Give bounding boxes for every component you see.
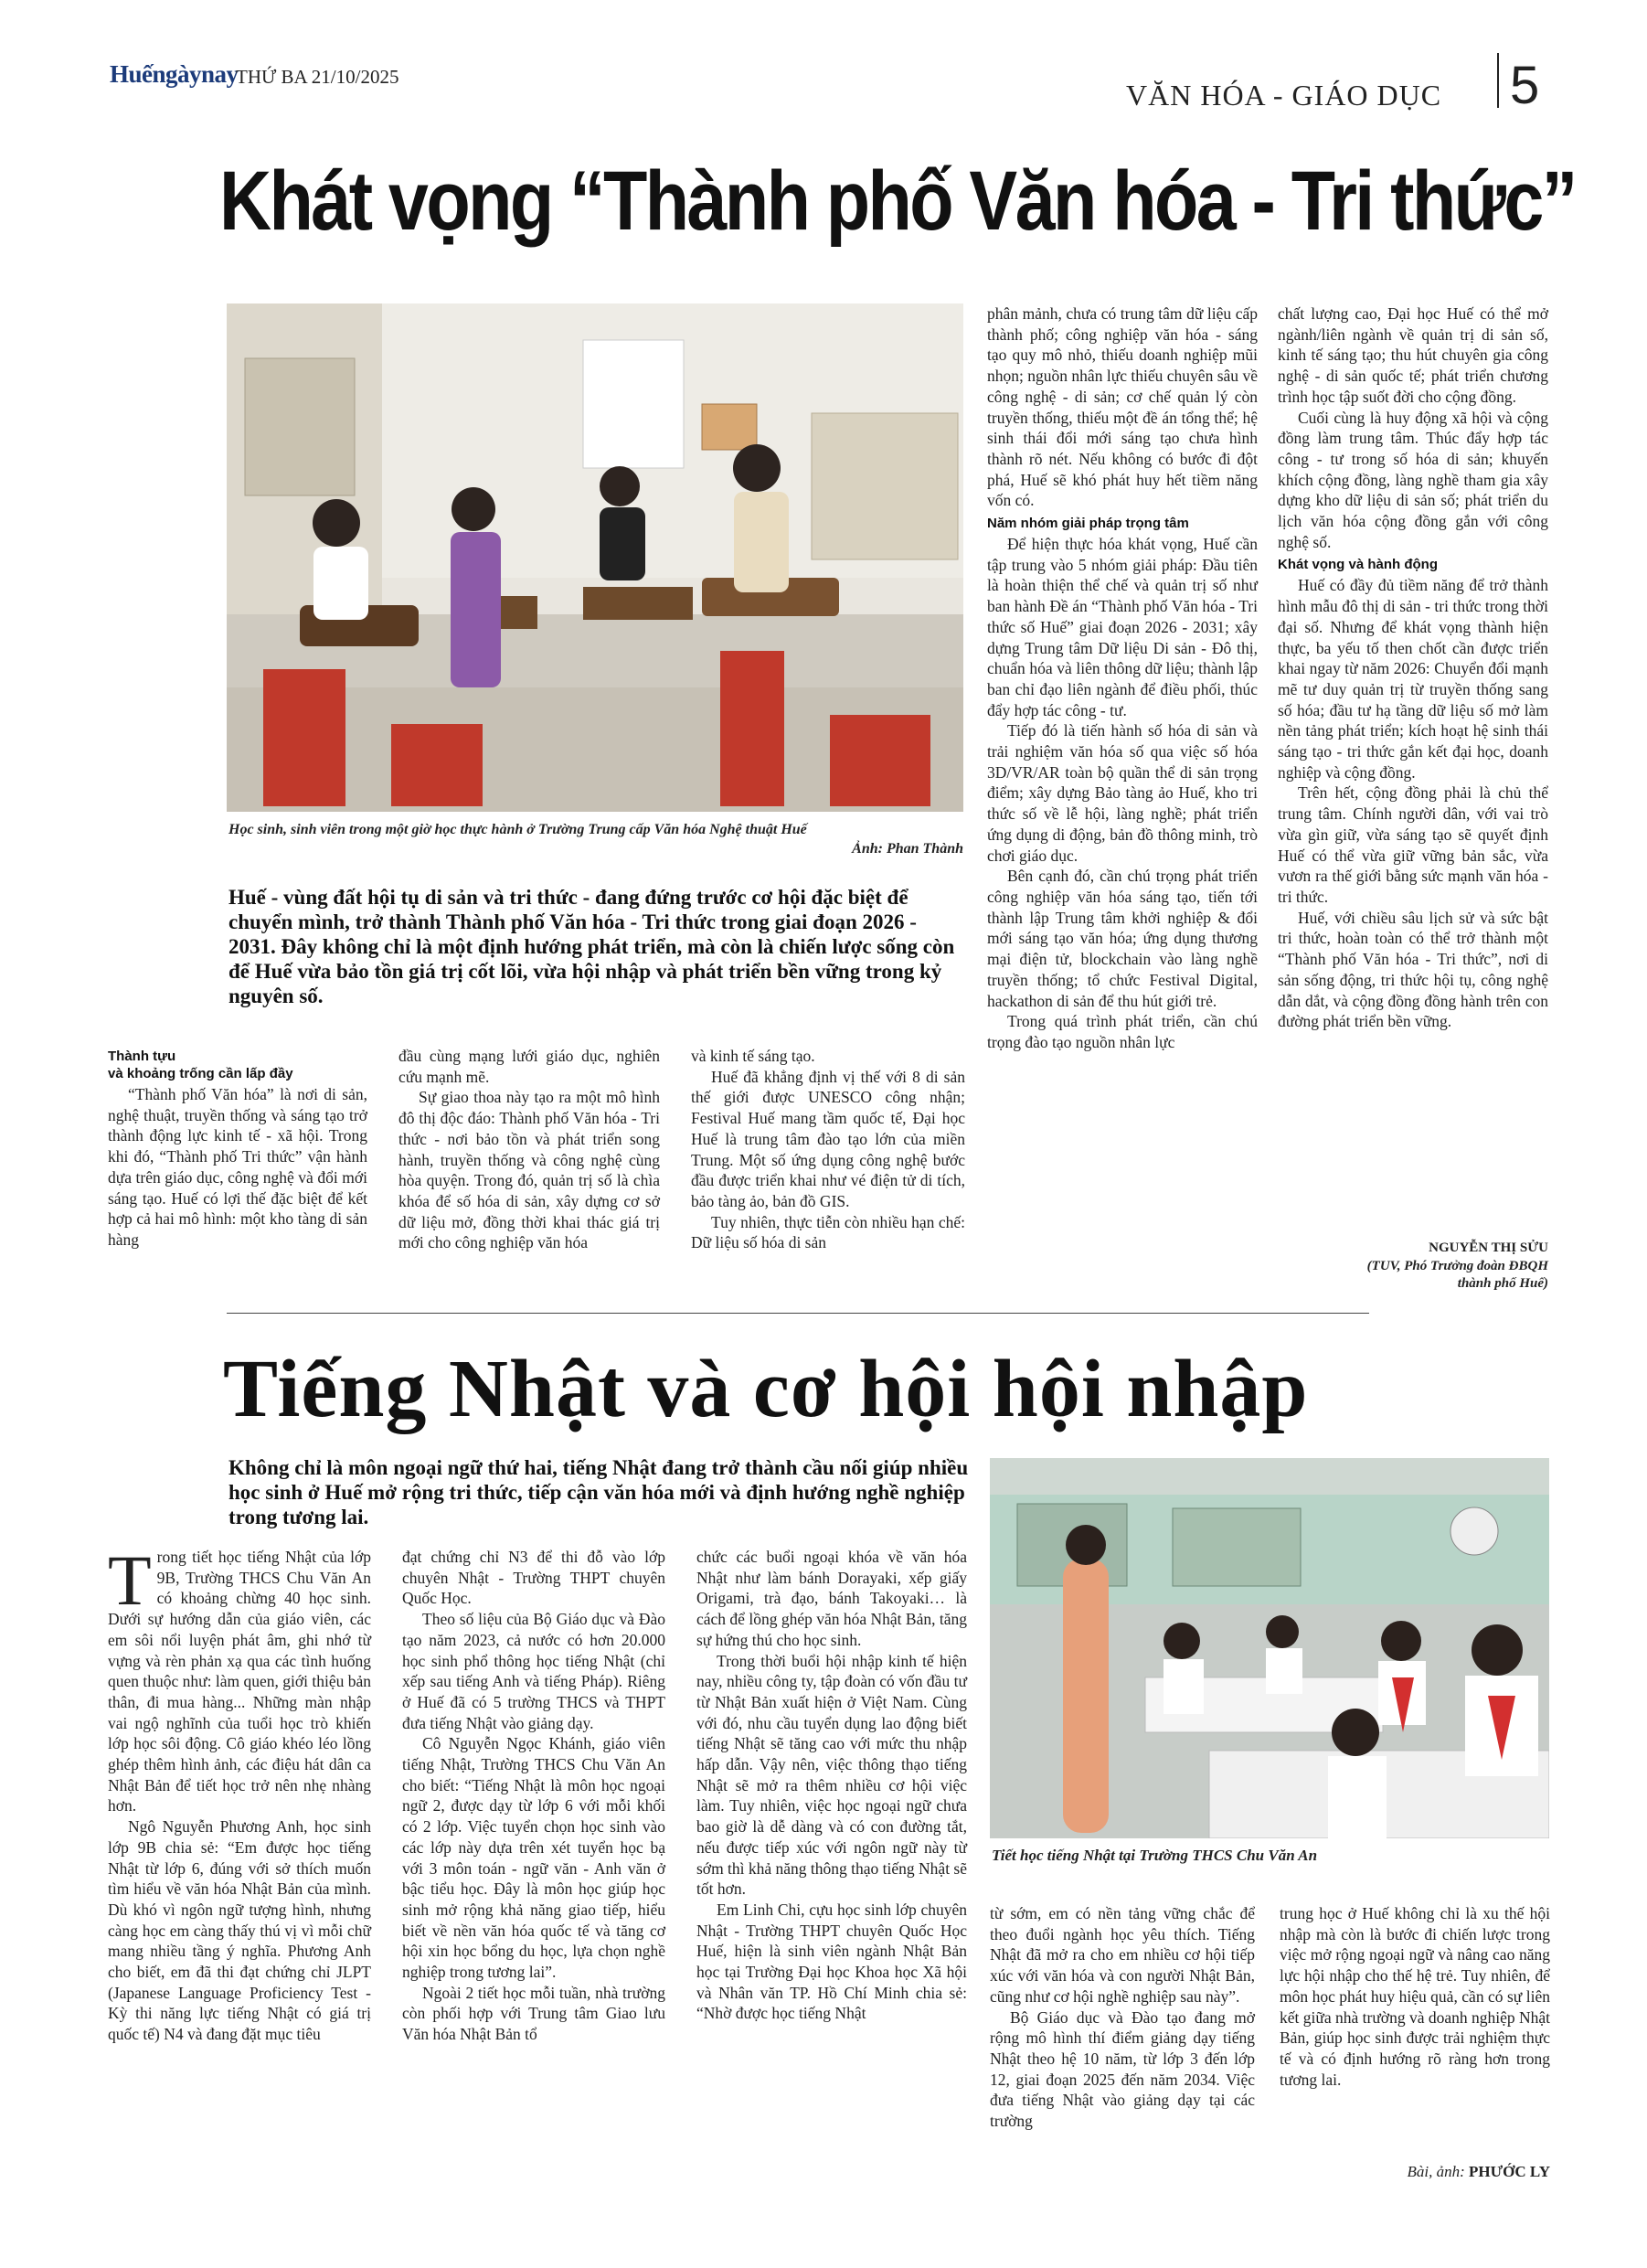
article2-photo-caption: Tiết học tiếng Nhật tại Trường THCS Chu Văn An <box>992 1847 1318 1864</box>
article1-author: NGUYỄN THỊ SỬU <box>1429 1240 1548 1255</box>
article2-column-5 <box>1280 1903 1550 2090</box>
paragraph: Tuy nhiên, thực tiễn còn nhiều hạn chế: Dữ liệu số hóa di sản <box>691 1212 965 1252</box>
credit-label: Bài, ảnh: <box>1407 2163 1465 2180</box>
paragraph: Trên hết, cộng đồng phải là chủ thể trung tâm. Chính người dân, với vai trò vừa gìn giữ, vừa sáng tạo sẽ quyết định Huế có thể vừa giữ vững bản sắc, vừa vươn ra thế giới bằng sức mạnh văn hóa - tri thức. <box>1278 783 1548 906</box>
article1-photo-caption: Học sinh, sinh viên trong một giờ học thực hành ở Trường Trung cấp Văn hóa Nghệ thuật Huế <box>228 822 807 837</box>
paragraph: phân mảnh, chưa có trung tâm dữ liệu cấp thành phố; công nghiệp văn hóa - sáng tạo quy mô nhỏ, thiếu doanh nghiệp mũi nhọn; nguồn nhân lực thiếu chuyên sâu về công nghệ - di sản; cơ chế quản lý còn truyền thống, thiếu một đề án tổng thể; hệ sinh thái đổi mới sáng tạo chưa hình thành rõ nét. Nếu không có bước đi đột phá, Huế sẽ khó phát huy hết tiềm năng vốn có. <box>987 304 1258 510</box>
paragraph: Theo số liệu của Bộ Giáo dục và Đào tạo năm 2023, cả nước có hơn 20.000 học sinh phổ thông học tiếng Nhật (chỉ xếp sau tiếng Anh và tiếng Pháp). Riêng ở Huế đã có 5 trường THCS và THPT đưa tiếng Nhật vào giảng dạy. <box>402 1610 665 1732</box>
paragraph: đạt chứng chỉ N3 để thi đỗ vào lớp chuyên Nhật - Trường THPT chuyên Quốc Học. <box>402 1548 665 1608</box>
article2-photo <box>990 1458 1549 1838</box>
article1-photo <box>227 303 963 812</box>
paragraph: chất lượng cao, Đại học Huế có thể mở ngành/liên ngành về quản trị di sản số, kinh tế sáng tạo; thu hút chuyên gia công nghệ - di sản quốc tế; phát triển chương trình học tập suốt đời cho cộng đồng. <box>1278 304 1548 406</box>
article1-column-4 <box>987 303 1258 1053</box>
paragraph: Huế, với chiều sâu lịch sử và sức bật tri thức, hoàn toàn có thể trở thành một “Thành phố Văn hóa - Tri thức”, nơi di sản sống động, tri thức hội tụ, công nghệ dẫn dắt, và cộng đồng đồng hành trên con đường phát triển bền vững. <box>1278 908 1548 1031</box>
paragraph: Ngô Nguyễn Phương Anh, học sinh lớp 9B chia sẻ: “Em được học tiếng Nhật từ lớp 6, đúng với sở thích muốn tìm hiểu về văn hóa Nhật Bản của mình. Dù khó vì ngôn ngữ tượng hình, nhưng càng học em càng thấy thú vị vì mỗi chữ mang nhiều tầng ý nghĩa. Phương Anh cho biết, em đã thi đạt chứng chỉ JLPT (Japanese Language Proficiency Test - Kỳ thi năng lực tiếng Nhật có giá trị quốc tế) N4 và đang đặt mục tiêu <box>108 1817 371 2044</box>
issue-date: THỨ BA 21/10/2025 <box>236 66 399 88</box>
article2-credit <box>1280 2163 1550 2181</box>
paragraph-text: rong tiết học tiếng Nhật của lớp 9B, Trường THCS Chu Văn An có khoảng chừng 40 học sinh. Dưới sự hướng dẫn của giáo viên, các em sôi nổi luyện phát âm, ghi nhớ từ vựng và rèn phản xạ qua các tình huống quen thuộc như: làm quen, giới thiệu bản thân, đi mua hàng... Những màn nhập vai ngộ nghĩnh của tuổi học trò khiến lớp học sôi động. Cô giáo khéo léo lồng ghép thêm hình ảnh, các điệu hát dân ca Nhật Bản để tiết học trở nên nhẹ nhàng hơn. <box>108 1548 371 1815</box>
article1-subhead-1: Thành tựu <box>108 1049 176 1064</box>
article1-subhead-2: Năm nhóm giải pháp trọng tâm <box>987 516 1189 532</box>
paragraph: Bộ Giáo dục và Đào tạo đang mở rộng mô hình thí điểm giảng dạy tiếng Nhật theo hệ 10 năm, từ lớp 3 đến lớp 12, giai đoạn 2025 đến năm 2034. Việc đưa tiếng Nhật vào giảng dạy tại các trường <box>990 2007 1255 2131</box>
section-name: VĂN HÓA - GIÁO DỤC <box>1126 79 1442 112</box>
credit-name: PHƯỚC LY <box>1469 2163 1550 2180</box>
paragraph: Trong thời buổi hội nhập kinh tế hiện nay, nhiều công ty, tập đoàn có vốn đầu tư từ Nhật Bản xuất hiện ở Việt Nam. Cùng với đó, nhu cầu tuyển dụng lao động biết tiếng Nhật sẽ tăng cao với mức thu nhập hấp dẫn. Vậy nên, việc thông thạo tiếng Nhật sẽ mở ra thêm nhiều cơ hội việc làm. Tuy nhiên, việc học ngoại ngữ chưa bao giờ là dễ dàng và có con đường tắt, nếu được tiếp xúc với ngôn ngữ này từ sớm thì khả năng thông thạo tiếng Nhật sẽ tốt hơn. <box>696 1651 968 1899</box>
page-number: 5 <box>1510 56 1540 115</box>
article1-column-2 <box>398 1046 660 1253</box>
paragraph: chức các buổi ngoại khóa về văn hóa Nhật như làm bánh Dorayaki, xếp giấy Origami, trà đạo, bánh Takoyaki… là cách để lồng ghép văn hóa Nhật Bản, tăng sự hứng thú cho học sinh. <box>696 1548 967 1649</box>
paragraph: Cuối cùng là huy động xã hội và cộng đồng làm trung tâm. Thúc đẩy hợp tác công - tư trong số hóa di sản; khuyến khích cộng đồng, làng nghề tham gia xây dựng kho dữ liệu di sản số; phát triển du lịch văn hóa cộng đồng gắn với công nghệ số. <box>1278 408 1548 551</box>
paragraph: Trong quá trình phát triển, cần chú trọng đào tạo nguồn nhân lực <box>987 1012 1258 1051</box>
article1-author-title: (TUV, Phó Trưởng đoàn ĐBQH thành phố Huế) <box>1366 1259 1548 1291</box>
article1-column-5 <box>1278 303 1548 1032</box>
article1-subhead-1b: và khoảng trống cần lấp đầy <box>108 1066 293 1081</box>
paragraph: Cô Nguyễn Ngọc Khánh, giáo viên tiếng Nhật, Trường THCS Chu Văn An cho biết: “Tiếng Nhật là môn học ngoại ngữ 2, được dạy từ lớp 6 với mỗi khối có 2 lớp. Việc tuyển chọn học sinh vào các lớp này dựa trên xét tuyển học bạ với 3 môn toán - ngữ văn - Anh văn ở bậc tiểu học. Đây là môn học giúp học sinh mở rộng khả năng giao tiếp, hiểu biết về nền văn hóa quốc tế và tăng cơ hội xin học bổng du học, lựa chọn nghề nghiệp trong tương lai”. <box>402 1734 665 1982</box>
article1-headline: Khát vọng “Thành phố Văn hóa - Tri thức” <box>219 154 1576 248</box>
newspaper-logo: Huếngàynay <box>110 60 239 88</box>
paragraph: Bên cạnh đó, cần chú trọng phát triển công nghiệp văn hóa sáng tạo, tiến tới thành lập Trung tâm khởi nghiệp & đổi mới sáng tạo văn hóa; ứng dụng thương mại điện tử, blockchain vào làng nghề truyền thống; tổ chức Festival Digital, hackathon di sản để thu hút giới trẻ. <box>987 867 1258 1010</box>
paragraph: Em Linh Chi, cựu học sinh lớp chuyên Nhật - Trường THPT chuyên Quốc Học Huế, hiện là sinh viên ngành Nhật Bản học tại Trường Đại học Khoa học Xã hội và Nhân văn TP. Hồ Chí Minh chia sẻ: “Nhờ được học tiếng Nhật <box>696 1900 967 2023</box>
article2-headline: Tiếng Nhật và cơ hội hội nhập <box>223 1344 1309 1434</box>
article2-column-3 <box>696 1547 967 2024</box>
paragraph: Huế có đầy đủ tiềm năng để trở thành hình mẫu đô thị di sản - tri thức trong thời đại số. Nhưng để khát vọng thành hiện thực, ba yếu tố then chốt cần được triển khai ngay từ năm 2026: Chuyển đổi mạnh mẽ tư duy quản trị từ truyền thống sang số hóa; đầu tư hạ tầng dữ liệu số mở làm nền tảng phát triển; kích hoạt hệ sinh thái sáng tạo - tri thức gắn kết đại học, doanh nghiệp và cộng đồng. <box>1278 576 1548 782</box>
paragraph: đầu cùng mạng lưới giáo dục, nghiên cứu mạnh mẽ. <box>398 1047 660 1086</box>
paragraph: “Thành phố Văn hóa” là nơi di sản, nghệ thuật, truyền thống và sáng tạo trở thành động lực kinh tế - xã hội. Trong khi đó, “Thành phố Tri thức” vận hành dựa trên giáo dục, công nghệ và đổi mới sáng tạo. Huế có lợi thế đặc biệt để kết hợp cả hai mô hình: một kho tàng di sản hàng <box>108 1085 367 1249</box>
article1-photo-credit: Ảnh: Phan Thành <box>852 841 963 857</box>
drop-cap: T <box>108 1540 152 1620</box>
paragraph: Tiếp đó là tiến hành số hóa di sản và trải nghiệm văn hóa số qua việc số hóa 3D/VR/AR toàn bộ quần thể di sản trọng điểm; xây dựng Bảo tàng ảo Huế, kho tri thức số về lễ hội, làng nghề; phát triển ứng dụng di động, bản đồ thông minh, trò chơi giáo dục. <box>987 721 1258 865</box>
paragraph <box>108 1540 371 1816</box>
article2-lead: Không chỉ là môn ngoại ngữ thứ hai, tiếng Nhật đang trở thành cầu nối giúp nhiều học sinh ở Huế mở rộng tri thức, tiếp cận văn hóa mới và định hướng nghề nghiệp trong tương lai. <box>228 1456 969 1528</box>
article1-subhead-3: Khát vọng và hành động <box>1278 557 1438 573</box>
paragraph: từ sớm, em có nền tảng vững chắc để theo đuổi ngành học yêu thích. Tiếng Nhật đã mở ra cho em nhiều cơ hội tiếp xúc với văn hóa và con người Nhật Bản, cũng như cơ hội nghề nghiệp sau này”. <box>990 1904 1255 2006</box>
header-divider <box>1497 53 1499 108</box>
article2-column-1 <box>108 1540 371 2045</box>
article-divider <box>227 1313 1369 1314</box>
classroom-illustration <box>990 1458 1549 1838</box>
paragraph: Huế đã khẳng định vị thế với 8 di sản thế giới được UNESCO công nhận; Festival Huế mang tầm quốc tế, Đại học Huế là trung tâm đào tạo lớn của miền Trung. Một số ứng dụng công nghệ bước đầu được triển khai như vé điện tử di tích, bảo tàng ảo, bản đồ GIS. <box>691 1067 965 1210</box>
paragraph: Ngoài 2 tiết học mỗi tuần, nhà trường còn phối hợp với Trung tâm Giao lưu Văn hóa Nhật Bản tổ <box>402 1983 665 2044</box>
article1-column-3 <box>691 1046 965 1253</box>
paragraph: trung học ở Huế không chỉ là xu thế hội nhập mà còn là bước đi chiến lược trong việc mở rộng ngoại ngữ và nâng cao năng lực hội nhập cho thế hệ trẻ. Tuy nhiên, để môn học phát huy hiệu quả, cần có sự liên kết giữa nhà trường và doanh nghiệp Nhật Bản, giúp học sinh được trải nghiệm thực tế và có định hướng rõ ràng hơn trong tương lai. <box>1280 1904 1550 2089</box>
article2-column-2 <box>402 1547 665 2045</box>
article2-column-4 <box>990 1903 1255 2132</box>
music-class-illustration <box>227 303 963 812</box>
article1-column-1 <box>108 1044 367 1251</box>
paragraph: Sự giao thoa này tạo ra một mô hình đô thị độc đáo: Thành phố Văn hóa - Tri thức - nơi bảo tồn và phát triển song hành, truyền thống và công nghệ cùng hòa quyện. Trong đó, quản trị số là chìa khóa để số hóa di sản, xây dựng cơ sở dữ liệu mở, đồng thời khai thác giá trị mới cho công nghiệp văn hóa <box>398 1088 660 1252</box>
paragraph: và kinh tế sáng tạo. <box>691 1047 815 1065</box>
paragraph: Để hiện thực hóa khát vọng, Huế cần tập trung vào 5 nhóm giải pháp: Đầu tiên là hoàn thiện thể chế và quản trị số như ban hành Đề án “Thành phố Văn hóa - Tri thức số Huế” giai đoạn 2026 - 2031; xây dựng Trung tâm Dữ liệu Di sản - Đô thị, chuẩn hóa và liên thông dữ liệu; thành lập ban chỉ đạo liên ngành để điều phối, thúc đẩy hợp tác công - tư. <box>987 535 1258 719</box>
article1-lead: Huế - vùng đất hội tụ di sản và tri thức - đang đứng trước cơ hội đặc biệt để chuyển mình, trở thành Thành phố Văn hóa - Tri thức trong giai đoạn 2026 - 2031. Đây không chỉ là một định hướng phát triển, mà còn là chiến lược sống còn để Huế vừa bảo tồn giá trị cốt lõi, vừa hội nhập và phát triển bền vững trong kỷ nguyên số. <box>228 886 955 1007</box>
